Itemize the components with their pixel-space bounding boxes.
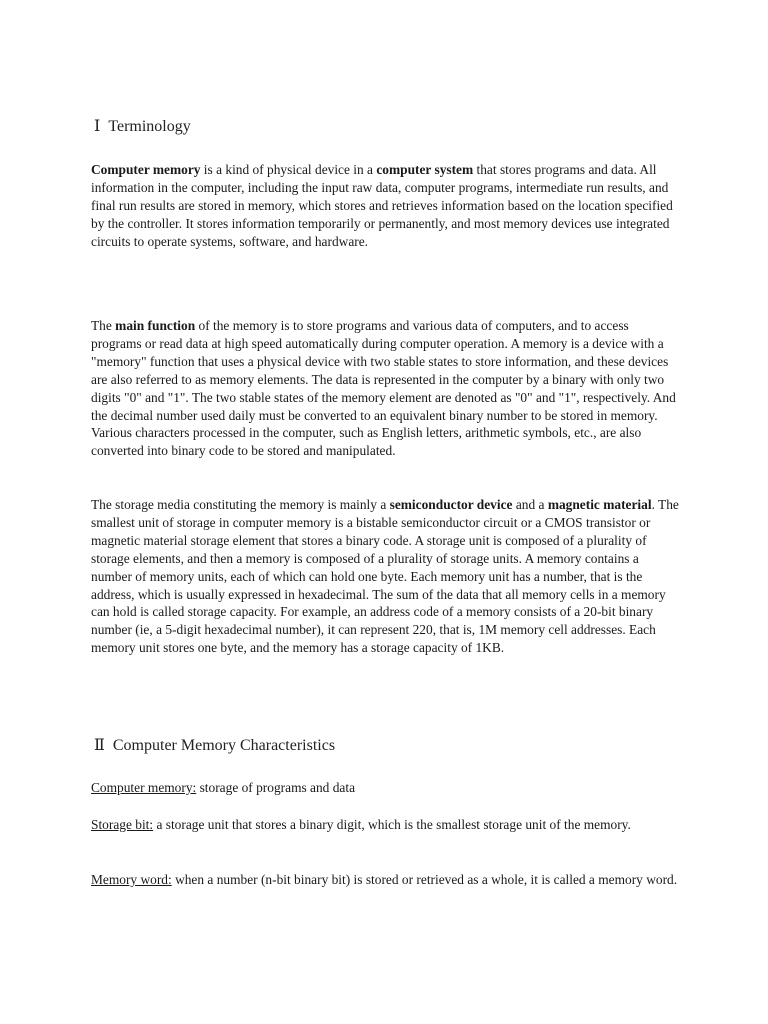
section-heading-characteristics: [94, 736, 335, 756]
paragraph-text: . The smallest unit of storage in computer memory is a bistable semiconductor circuit or a CMOS transistor or magnetic material storage element that stores a binary code. A storage unit is composed of a plurality of storage elements, and then a memory is composed of a plurality of storage units. A memory contains a number of memory units, each of which can hold one byte. Each memory unit has a number, that is the address, which is usually expressed in hexadecimal. The sum of the data that all memory cells in a memory can hold is called storage capacity. For example, an address code of a memory consists of a 20-bit binary number (ie, a 5-digit hexadecimal number), it can represent 220, that is, 1M memory cell addresses. Each memory unit stores one byte, and the memory has a storage capacity of 1KB.: [91, 497, 679, 656]
paragraph-text: of the memory is to store programs and various data of computers, and to access programs or read data at high speed automatically during computer operation. A memory is a device with a "memory" function that uses a physical device with two stable states to store information, and these devices are also referred to as memory elements. The data is represented in the computer by a binary with only two digits "0" and "1". The two stable states of the memory element are denoted as "0" and "1", respectively. And the decimal number used daily must be converted to an equivalent binary number to be stored in memory. Various characters processed in the computer, such as English letters, arithmetic symbols, etc., are also converted into binary code to be stored and manipulated.: [91, 318, 676, 459]
definition-computer-memory: [91, 779, 679, 797]
paragraph-text: and a: [512, 497, 548, 512]
paragraph-text: The: [91, 318, 116, 333]
definition-term: Computer memory:: [91, 780, 197, 795]
section-number: Ⅱ: [94, 737, 105, 754]
bold-term: Computer memory: [91, 162, 201, 177]
paragraph-text: The storage media constituting the memory is mainly a: [91, 497, 390, 512]
definition-term: Memory word:: [91, 872, 172, 887]
section-title: Computer Memory Characteristics: [112, 737, 336, 754]
definition-text: storage of programs and data: [196, 780, 356, 795]
definition-text: a storage unit that stores a binary digit, which is the smallest storage unit of the memory.: [153, 817, 631, 832]
paragraph-storage-media: [91, 496, 679, 657]
definition-memory-word: [91, 871, 679, 889]
section-number: Ⅰ: [94, 118, 101, 135]
paragraph-text: that stores programs and data. All information in the computer, including the input raw data, computer programs, intermediate run results, and final run results are stored in memory, which stores and retrieves information based on the location specified by the controller. It stores information temporarily or permanently, and most memory devices use integrated circuits to operate systems, software, and hardware.: [91, 162, 673, 249]
bold-term: semiconductor device: [389, 497, 513, 512]
paragraph-text: is a kind of physical device in a: [200, 162, 377, 177]
paragraph-computer-memory: [91, 161, 679, 251]
bold-term: main function: [115, 318, 196, 333]
definition-text: when a number (n-bit binary bit) is stored or retrieved as a whole, it is called a memory word.: [171, 872, 678, 887]
section-title: Terminology: [108, 118, 191, 135]
bold-term: magnetic material: [547, 497, 652, 512]
paragraph-main-function: [91, 317, 679, 460]
definition-storage-bit: [91, 816, 679, 834]
definition-term: Storage bit:: [91, 817, 154, 832]
section-heading-terminology: [94, 117, 191, 137]
bold-term: computer system: [376, 162, 474, 177]
